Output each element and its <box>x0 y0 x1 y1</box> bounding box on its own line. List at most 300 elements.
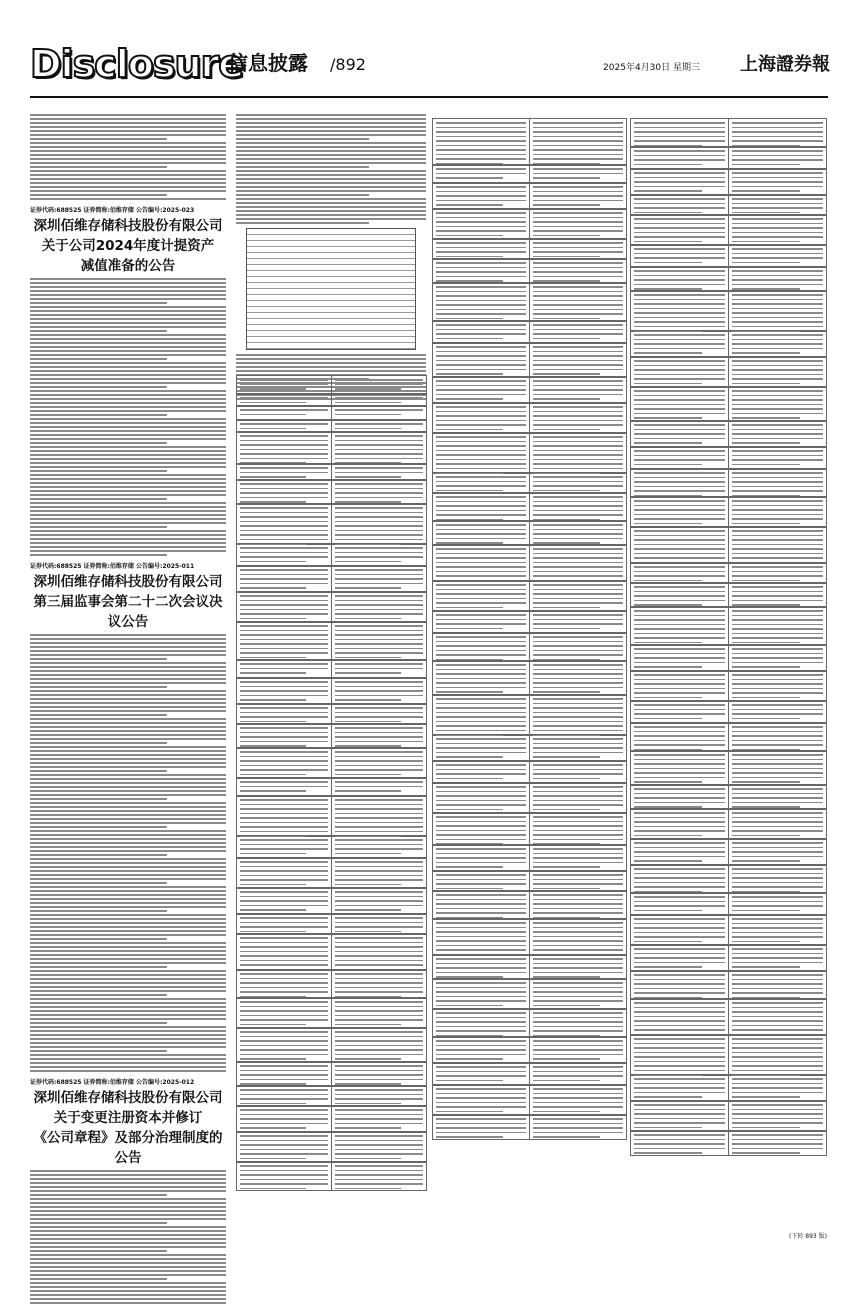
table-cell <box>630 998 729 1036</box>
table-cell <box>236 913 332 935</box>
table-cell <box>331 887 427 915</box>
text-line <box>240 552 328 554</box>
text-line <box>634 740 725 742</box>
text-line <box>436 628 503 630</box>
text-line <box>634 754 725 756</box>
text-line <box>236 114 426 116</box>
table-cell <box>630 808 729 840</box>
text-line <box>732 595 823 597</box>
text-line <box>533 1040 623 1042</box>
text-line <box>634 979 725 981</box>
text-line <box>732 615 823 617</box>
text-line <box>335 1040 423 1042</box>
text-line <box>533 1071 623 1073</box>
table-cell <box>529 890 627 920</box>
text-line <box>533 505 623 507</box>
table-cell <box>432 918 530 956</box>
text-line <box>436 436 526 438</box>
table-cell <box>630 168 729 196</box>
table-cell <box>236 887 332 915</box>
text-line <box>732 1016 823 1018</box>
text-line <box>436 730 526 732</box>
text-line <box>335 1006 423 1008</box>
text-line <box>335 741 423 743</box>
text-line <box>30 722 226 724</box>
text-line <box>30 1014 226 1016</box>
text-line <box>30 750 226 752</box>
text-line <box>634 308 725 310</box>
text-line <box>732 953 823 955</box>
text-line <box>732 1020 823 1022</box>
text-line <box>533 131 623 133</box>
text-line <box>335 1144 423 1146</box>
text-line <box>30 998 226 1000</box>
text-line <box>30 1026 226 1028</box>
text-line <box>634 186 725 188</box>
text-line <box>533 445 623 447</box>
table-cell <box>728 606 827 646</box>
text-line <box>732 369 823 371</box>
text-line <box>240 1089 328 1091</box>
text-line <box>634 438 725 440</box>
text-line <box>335 497 423 499</box>
text-line <box>634 768 725 770</box>
table-cell <box>236 591 332 623</box>
text-line <box>30 1290 226 1292</box>
text-line <box>335 909 401 911</box>
text-line <box>533 235 600 237</box>
text-line <box>436 940 526 942</box>
text-line <box>335 826 423 828</box>
text-line <box>30 886 226 888</box>
text-line <box>30 706 226 708</box>
text-line <box>436 490 503 492</box>
table-cell <box>331 1105 427 1133</box>
text-line <box>335 578 423 580</box>
text-line <box>634 1016 725 1018</box>
table-cell <box>630 606 729 646</box>
text-line <box>30 946 226 948</box>
text-line <box>634 797 725 799</box>
text-line <box>436 291 526 293</box>
text-line <box>533 936 623 938</box>
text-line <box>533 894 623 896</box>
text-line <box>533 791 623 793</box>
table-cell <box>331 723 427 749</box>
text-line <box>436 286 526 288</box>
text-line <box>335 492 423 494</box>
table-cell <box>630 526 729 564</box>
text-line <box>335 1031 423 1033</box>
text-line <box>240 955 328 957</box>
text-line <box>634 600 725 602</box>
text-line <box>436 389 526 391</box>
text-line <box>436 825 526 827</box>
text-line <box>236 354 426 356</box>
text-line <box>533 752 623 754</box>
table-cell <box>529 632 627 662</box>
text-line <box>634 1020 725 1022</box>
table-cell <box>630 864 729 894</box>
text-line <box>335 844 423 846</box>
table-cell <box>529 782 627 814</box>
text-line <box>30 142 226 144</box>
text-line <box>732 759 823 761</box>
text-line <box>30 130 226 132</box>
text-line <box>30 150 226 152</box>
table-cell <box>529 1084 627 1116</box>
table-cell <box>236 1105 332 1133</box>
text-line <box>236 134 426 136</box>
text-line <box>634 709 725 711</box>
text-line <box>634 812 725 814</box>
text-line <box>335 609 423 611</box>
text-line <box>30 830 226 832</box>
text-line <box>436 1118 526 1120</box>
text-line <box>30 770 167 772</box>
text-line <box>335 1010 423 1012</box>
text-line <box>240 891 328 893</box>
text-line <box>732 948 823 950</box>
text-line <box>732 339 823 341</box>
text-line <box>634 1092 725 1094</box>
text-line <box>30 538 226 540</box>
text-line <box>240 1114 328 1116</box>
table-cell <box>630 496 729 528</box>
text-line <box>335 716 423 718</box>
text-line <box>634 633 725 635</box>
text-line <box>335 595 423 597</box>
text-line <box>533 912 623 914</box>
text-line <box>436 300 526 302</box>
text-line <box>533 1000 623 1002</box>
text-line <box>30 778 226 780</box>
text-line <box>634 835 702 837</box>
text-line <box>732 788 823 790</box>
text-line <box>436 848 526 850</box>
table-cell <box>728 644 827 672</box>
text-line <box>533 839 623 841</box>
text-line <box>30 1198 226 1200</box>
text-line <box>634 150 725 152</box>
text-line <box>240 884 306 886</box>
table-cell <box>529 164 627 184</box>
table-cell <box>432 694 530 736</box>
table-cell <box>728 750 827 786</box>
text-line <box>533 1045 623 1047</box>
text-line <box>30 186 226 188</box>
notice1-code: 证券代码:688525 证券简称:佰维存储 公告编号:2025-023 <box>30 207 195 214</box>
text-line <box>30 1210 226 1212</box>
text-line <box>634 417 702 419</box>
text-line <box>436 510 526 512</box>
text-line <box>335 951 423 953</box>
text-line <box>240 467 328 469</box>
table-cell <box>236 969 332 999</box>
text-line <box>236 202 426 204</box>
text-line <box>533 853 623 855</box>
text-line <box>436 862 526 864</box>
text-line <box>30 434 226 436</box>
table-cell <box>630 784 729 810</box>
text-line <box>634 802 725 804</box>
text-line <box>240 435 328 437</box>
text-line <box>634 227 725 229</box>
text-line <box>436 1005 503 1007</box>
table-cell <box>630 146 729 170</box>
text-line <box>634 544 725 546</box>
text-line <box>30 306 226 308</box>
text-line <box>533 501 623 503</box>
table-cell <box>236 857 332 889</box>
text-line <box>335 991 423 993</box>
text-line <box>236 358 426 360</box>
text-line <box>30 374 226 376</box>
text-line <box>30 970 226 972</box>
text-line <box>240 799 328 801</box>
text-line <box>732 140 823 142</box>
text-line <box>732 860 800 862</box>
table-cell <box>630 582 729 608</box>
text-line <box>30 534 226 536</box>
text-line <box>30 894 226 896</box>
text-line <box>732 232 823 234</box>
text-line <box>732 308 823 310</box>
text-line <box>30 822 226 824</box>
text-line <box>30 806 226 808</box>
text-line <box>533 346 623 348</box>
text-line <box>236 150 426 152</box>
text-line <box>436 1071 526 1073</box>
text-line <box>30 194 167 196</box>
text-line <box>240 781 328 783</box>
text-line <box>732 882 823 884</box>
table-cell <box>432 208 530 240</box>
text-line <box>30 934 226 936</box>
text-line <box>236 370 426 372</box>
text-line <box>30 1010 226 1012</box>
text-line <box>732 1096 800 1098</box>
text-line <box>436 424 526 426</box>
text-line <box>634 1122 725 1124</box>
text-line <box>335 672 401 674</box>
text-line <box>732 177 823 179</box>
text-line <box>30 298 226 300</box>
text-line <box>533 949 623 951</box>
text-line <box>634 788 725 790</box>
text-line <box>240 817 328 819</box>
text-line <box>436 879 526 881</box>
text-line <box>436 267 526 269</box>
table-cell <box>331 621 427 661</box>
text-line <box>240 453 328 455</box>
text-line <box>240 695 328 697</box>
text-line <box>732 1139 823 1141</box>
text-line <box>436 738 526 740</box>
table-cell <box>236 1027 332 1063</box>
text-line <box>436 874 526 876</box>
text-line <box>634 177 725 179</box>
text-line <box>335 1153 423 1155</box>
text-line <box>335 727 423 729</box>
text-line <box>732 442 800 444</box>
table-cell <box>236 1061 332 1087</box>
text-line <box>634 1029 725 1031</box>
text-line <box>30 410 226 412</box>
text-line <box>30 766 226 768</box>
text-line <box>732 505 823 507</box>
table-cell <box>529 812 627 846</box>
text-line <box>436 607 503 609</box>
table-cell <box>236 659 332 679</box>
text-line <box>732 150 823 152</box>
text-line <box>240 964 328 966</box>
table-cell <box>529 342 627 378</box>
text-line <box>533 575 623 577</box>
text-line <box>634 326 725 328</box>
text-line <box>30 334 226 336</box>
text-line <box>436 429 503 431</box>
text-line <box>533 1005 600 1007</box>
text-line <box>533 1118 623 1120</box>
text-line <box>732 877 823 879</box>
text-line <box>533 217 623 219</box>
table-cell <box>432 258 530 284</box>
table-cell <box>236 479 332 505</box>
text-line <box>533 454 623 456</box>
text-line <box>732 464 800 466</box>
text-line <box>335 397 423 399</box>
text-line <box>240 1135 328 1137</box>
text-line <box>436 276 526 278</box>
text-line <box>634 624 725 626</box>
table-cell <box>432 844 530 872</box>
text-line <box>30 982 226 984</box>
text-line <box>533 369 623 371</box>
text-line <box>30 650 226 652</box>
text-line <box>240 609 328 611</box>
text-line <box>436 800 526 802</box>
table-cell <box>432 978 530 1010</box>
continuation-note: (下转 893 版) <box>789 1233 827 1240</box>
text-line <box>533 276 623 278</box>
text-line <box>240 1118 328 1120</box>
table-cell <box>630 670 729 702</box>
text-line <box>634 657 725 659</box>
text-line <box>436 131 526 133</box>
text-line <box>436 230 526 232</box>
text-line <box>533 678 623 680</box>
text-line <box>634 369 725 371</box>
text-line <box>335 1135 423 1137</box>
text-line <box>634 424 725 426</box>
text-line <box>240 1103 306 1105</box>
text-line <box>732 781 800 783</box>
text-line <box>30 814 226 816</box>
text-line <box>335 600 423 602</box>
text-line <box>533 673 623 675</box>
text-line <box>436 204 503 206</box>
text-line <box>335 634 423 636</box>
text-line <box>240 1054 328 1056</box>
text-line <box>240 483 328 485</box>
text-line <box>732 186 823 188</box>
text-line <box>732 901 823 903</box>
text-line <box>732 709 823 711</box>
text-line <box>732 1113 823 1115</box>
text-line <box>533 1127 623 1129</box>
text-line <box>30 986 226 988</box>
table-cell <box>432 760 530 784</box>
table-cell <box>529 432 627 474</box>
table-cell <box>630 700 729 724</box>
text-line <box>533 226 623 228</box>
table-cell <box>432 580 530 612</box>
text-line <box>436 589 526 591</box>
text-line <box>30 1238 226 1240</box>
text-line <box>732 992 823 994</box>
text-line <box>236 122 426 124</box>
text-line <box>634 390 725 392</box>
text-line <box>240 756 328 758</box>
text-line <box>533 496 623 498</box>
text-line <box>240 556 328 558</box>
text-line <box>30 470 167 472</box>
text-line <box>533 136 623 138</box>
text-line <box>732 633 823 635</box>
text-line <box>732 535 823 537</box>
text-line <box>533 1026 623 1028</box>
table-cell <box>331 1131 427 1163</box>
text-line <box>533 743 623 745</box>
text-line <box>634 253 725 255</box>
text-line <box>240 905 328 907</box>
table-cell <box>331 913 427 935</box>
text-line <box>732 580 800 582</box>
text-line <box>436 958 526 960</box>
text-line <box>335 1019 423 1021</box>
text-line <box>533 899 623 901</box>
text-line <box>30 450 226 452</box>
text-line <box>335 790 401 792</box>
text-line <box>335 721 401 723</box>
text-line <box>240 839 328 841</box>
table-cell <box>432 782 530 814</box>
table-cell <box>236 835 332 859</box>
text-line <box>436 678 526 680</box>
text-line <box>732 518 823 520</box>
text-line <box>732 248 823 250</box>
text-line <box>533 168 623 170</box>
text-line <box>634 936 725 938</box>
text-line <box>240 561 306 563</box>
text-line <box>30 802 226 804</box>
text-line <box>436 982 526 984</box>
notice3-title-line: 深圳佰维存储科技股份有限公司 <box>33 1090 223 1106</box>
text-line <box>335 643 423 645</box>
text-line <box>436 369 526 371</box>
text-line <box>240 657 306 659</box>
text-line <box>30 1266 226 1268</box>
text-line <box>240 1140 328 1142</box>
text-line <box>634 923 725 925</box>
text-line <box>634 218 725 220</box>
text-line <box>436 816 526 818</box>
text-line <box>634 718 702 720</box>
text-line <box>634 450 725 452</box>
text-line <box>634 207 725 209</box>
text-line <box>236 158 426 160</box>
